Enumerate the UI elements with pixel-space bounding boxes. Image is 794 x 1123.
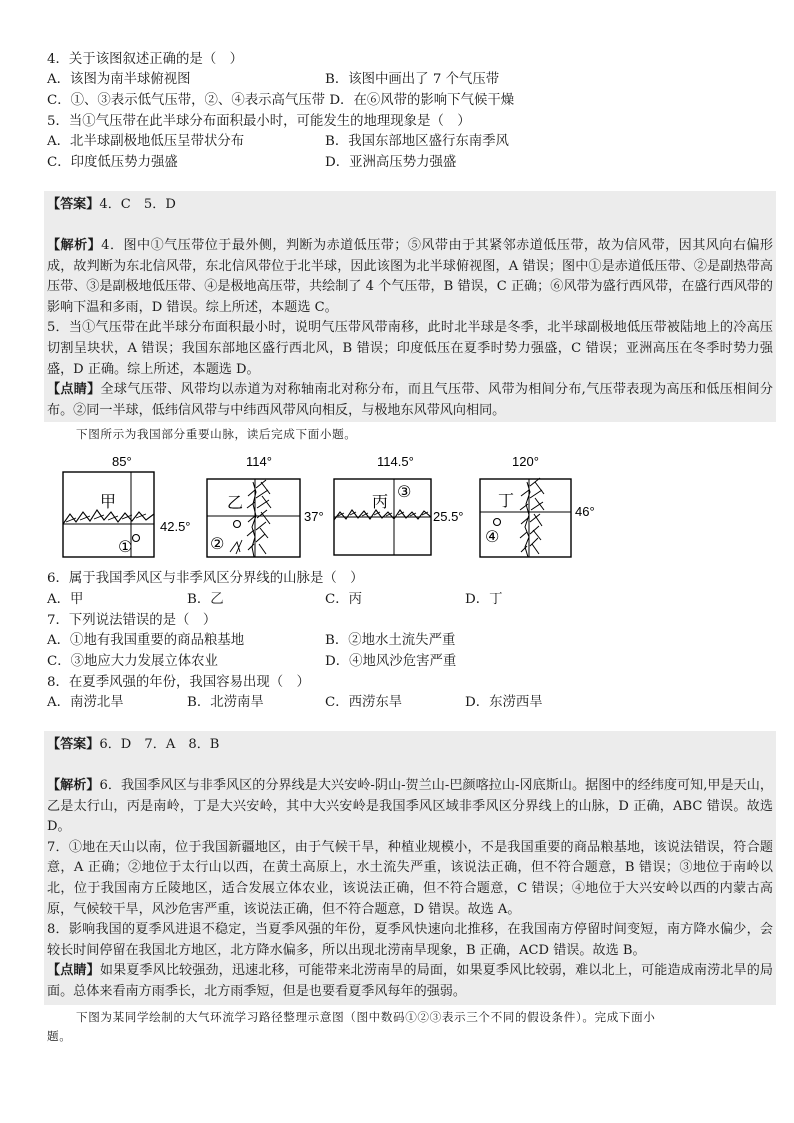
q6-option-c: C．丙 — [325, 592, 363, 607]
panel-jia-number: ① — [118, 539, 133, 556]
panel-yi-name: 乙 — [227, 495, 244, 512]
q8-option-c: C．西涝东旱 — [325, 695, 403, 710]
q8-stem: 8．在夏季风强的年份，我国容易出现（ ） — [47, 675, 310, 690]
q6-option-b: B．乙 — [187, 592, 224, 607]
q4-option-cd: C．①、③表示低气压带，②、④表示高气压带 D．在⑥风带的影响下气候干燥 — [47, 93, 515, 108]
panel-bing-latitude: 25.5° — [433, 509, 464, 524]
panel-ding-latitude: 46° — [575, 504, 595, 519]
panel-yi — [207, 454, 324, 557]
q7-stem: 7．下列说法错误的是（ ） — [47, 613, 217, 628]
panel-bing-number: ③ — [397, 484, 412, 501]
answer-1: 【答案】4．C 5．D — [47, 197, 176, 212]
q7-option-c: C．③地应大力发展立体农业 — [47, 654, 218, 669]
q8-option-d: D．东涝西旱 — [465, 695, 543, 710]
panel-bing-name: 丙 — [372, 494, 389, 511]
q5-option-b: B．我国东部地区盛行东南季风 — [325, 134, 509, 149]
panel-yi-number: ② — [210, 536, 225, 553]
panel-ding — [480, 454, 595, 557]
q5-option-c: C．印度低压势力强盛 — [47, 155, 178, 170]
q8-option-b: B．北涝南旱 — [187, 695, 264, 710]
q6-stem: 6．属于我国季风区与非季风区分界线的山脉是（ ） — [47, 571, 364, 586]
next-intro-line2: 题。 — [47, 1029, 72, 1043]
figure-intro: 下图所示为我国部分重要山脉，读后完成下面小题。 — [76, 427, 357, 441]
q6-option-a: A．甲 — [47, 592, 84, 607]
q4-stem: 4．关于该图叙述正确的是（ ） — [47, 52, 243, 67]
panel-bing — [334, 454, 464, 555]
panel-bing-longitude: 114.5° — [377, 454, 414, 469]
q5-option-d: D．亚洲高压势力强盛 — [325, 155, 457, 170]
q4-option-a: A．该图为南半球俯视图 — [47, 72, 191, 87]
panel-ding-longitude: 120° — [512, 454, 539, 469]
q7-option-b: B．②地水土流失严重 — [325, 633, 456, 648]
q7-option-d: D．④地风沙危害严重 — [325, 654, 457, 669]
panel-ding-number: ④ — [485, 529, 500, 546]
q6-option-d: D．丁 — [465, 592, 503, 607]
q7-option-a: A．①地有我国重要的商品粮基地 — [47, 633, 245, 648]
q5-option-a: A．北半球副极地低压呈带状分布 — [47, 134, 245, 149]
explanation-1: 【解析】4．图中①气压带位于最外侧，判断为赤道低压带；⑤风带由于其紧邻赤道低压带，故为信风带，因其风向右偏形成，故判断为东北信风带，东北信风带位于北半球，因此该图为北半球俯视图，A 错误；图中①是赤道低压带、②是副热带高压带、③是副极地低压带、④是极地高压带，共绘制了 4 个气压带，B 错误，C 正确；⑥风带为盛行西风带，在盛行西风带的影响下温和多雨，D 错误。综上所述，本题选 C。 5．当①气压带在此半球分布面积最小时，说明气压带风带南移，此时北半球是冬季，北半球副极地低压带被陆地上的冷高压切割呈块状，A 错误；我国东部地区盛行西北风，B 错误；印度低压在夏季时势力强盛，C 错误；亚洲高压在冬季时势力强盛，D 正确。综上所述，本题选 D。 【点睛】全球气压带、风带均以赤道为对称轴南北对称分布，而且气压带、风带为相间分布,气压带表现为高压和低压相间分布。②同一半球，低纬信风带与中纬西风带风向相反，与极地东风带风向相同。 — [47, 238, 773, 418]
mountains-figure — [52, 452, 612, 562]
panel-jia-longitude: 85° — [112, 454, 132, 469]
q8-option-a: A．南涝北旱 — [47, 695, 124, 710]
explanation-2: 【解析】6．我国季风区与非季风区的分界线是大兴安岭-阴山-贺兰山-巴颜喀拉山-冈底斯山。据图中的经纬度可知,甲是天山，乙是太行山，丙是南岭，丁是大兴安岭，其中大兴安岭是我国季风区域非季风区分界线上的山脉，D 正确，ABC 错误。故选 D。 7．①地在天山以南，位于我国新疆地区，由于气候干旱，种植业规模小，不是我国重要的商品粮基地，该说法错误，符合题意，A 正确；②地位于太行山以西，在黄土高原上，水土流失严重，该说法正确，但不符合题意，B 错误；③地位于南岭以北，位于我国南方丘陵地区，适合发展立体农业，该说法正确，但不符合题意，C 错误；④地位于大兴安岭以西的内蒙古高原，气候较干旱，风沙危害严重，该说法正确，但不符合题意，D 错误。故选 A。 8．影响我国的夏季风进退不稳定，当夏季风强的年份，夏季风快速向北推移，在我国南方停留时间变短，南方降水偏少，会较长时间停留在我国北方地区，北方降水偏多，所以出现北涝南旱现象，B 正确，ACD 错误。故选 B。 【点睛】如果夏季风比较强劲，迅速北移，可能带来北涝南旱的局面，如果夏季风比较弱，难以北上，可能造成南涝北旱的局面。总体来看南方雨季长，北方雨季短，但是也要看夏季风每年的强弱。 — [47, 778, 774, 999]
panel-jia — [63, 454, 191, 557]
answer-2: 【答案】6．D 7．A 8．B — [47, 737, 220, 752]
next-intro-line1: 下图为某同学绘制的大气环流学习路径整理示意图（图中数码①②③表示三个不同的假设条件）。完成下面小 — [76, 1010, 656, 1024]
panel-ding-name: 丁 — [498, 493, 515, 510]
panel-jia-latitude: 42.5° — [160, 519, 191, 534]
panel-yi-longitude: 114° — [246, 454, 272, 469]
panel-jia-name: 甲 — [100, 494, 117, 511]
q4-option-b: B．该图中画出了 7 个气压带 — [325, 72, 500, 87]
panel-yi-latitude: 37° — [304, 509, 324, 524]
q5-stem: 5．当①气压带在此半球分布面积最小时，可能发生的地理现象是（ ） — [47, 114, 471, 129]
